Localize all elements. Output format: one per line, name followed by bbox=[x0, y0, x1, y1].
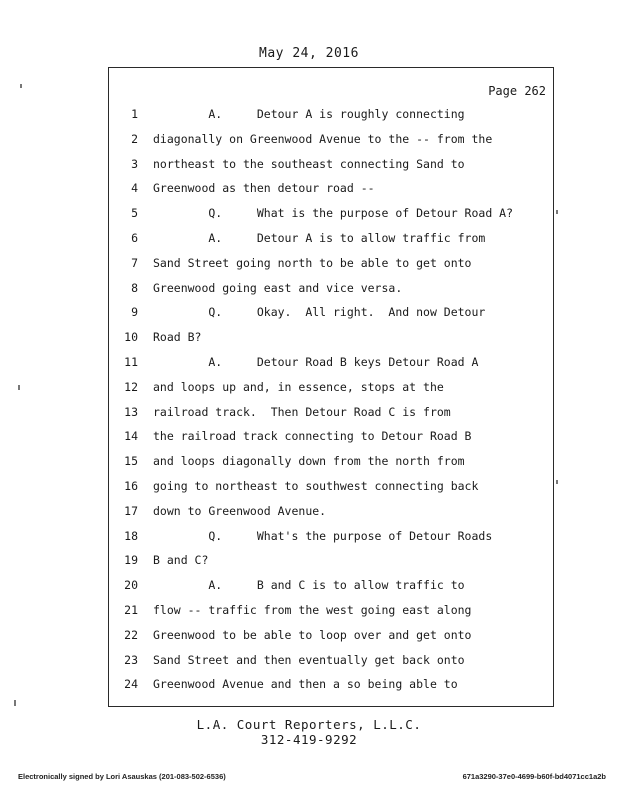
line-number: 6 bbox=[131, 230, 138, 245]
line-number: 12 bbox=[124, 379, 138, 394]
line-number: 1 bbox=[131, 107, 138, 121]
transcript-line bbox=[110, 648, 550, 673]
line-number: 22 bbox=[124, 627, 138, 642]
line-number: 20 bbox=[124, 578, 138, 593]
line-number: 15 bbox=[124, 454, 138, 469]
line-text: Q. Okay. All right. And now Detour bbox=[153, 305, 486, 320]
footer bbox=[0, 717, 618, 747]
scan-speck bbox=[556, 210, 558, 214]
line-text: A. Detour Road B keys Detour Road A bbox=[153, 354, 479, 369]
line-text: B and C? bbox=[153, 553, 209, 568]
line-text: diagonally on Greenwood Avenue to the -- from the bbox=[153, 131, 493, 146]
line-text: Greenwood Avenue and then a so being able to bbox=[153, 677, 458, 692]
line-number: 19 bbox=[124, 553, 138, 568]
line-number: 8 bbox=[131, 280, 138, 295]
line-text: and loops up and, in essence, stops at the bbox=[153, 379, 444, 394]
transcript-line bbox=[110, 424, 550, 449]
scan-speck bbox=[20, 84, 22, 88]
line-text: northeast to the southeast connecting Sand to bbox=[153, 156, 465, 171]
line-text: A. Detour A is to allow traffic from bbox=[153, 230, 486, 245]
line-text: Sand Street going north to be able to get onto bbox=[153, 255, 472, 270]
line-number: 24 bbox=[124, 677, 138, 692]
line-number: 21 bbox=[124, 602, 138, 617]
line-text: railroad track. Then Detour Road C is from bbox=[153, 404, 451, 419]
transcript-line bbox=[110, 400, 550, 425]
line-number: 17 bbox=[124, 503, 138, 518]
line-text: flow -- traffic from the west going east along bbox=[153, 602, 472, 617]
line-text: down to Greenwood Avenue. bbox=[153, 503, 327, 518]
line-number: 2 bbox=[131, 131, 138, 146]
line-text: Greenwood going east and vice versa. bbox=[153, 280, 403, 295]
transcript-line bbox=[110, 226, 550, 251]
reporter-company: L.A. Court Reporters, L.L.C. bbox=[196, 717, 422, 732]
scan-speck bbox=[556, 480, 558, 484]
line-text: the railroad track connecting to Detour Road B bbox=[153, 429, 472, 444]
transcript-line bbox=[110, 524, 550, 549]
scan-speck bbox=[14, 700, 16, 706]
line-text: A. B and C is to allow traffic to bbox=[153, 578, 465, 593]
line-text: going to northeast to southwest connecting back bbox=[153, 478, 479, 493]
line-text: A. Detour A is roughly connecting bbox=[153, 107, 465, 121]
transcript-line bbox=[110, 350, 550, 375]
line-number: 16 bbox=[124, 478, 138, 493]
line-text: Greenwood as then detour road -- bbox=[153, 181, 375, 196]
line-number: 14 bbox=[124, 429, 138, 444]
transcript-line bbox=[110, 623, 550, 648]
transcript-line bbox=[110, 152, 550, 177]
transcript-line bbox=[110, 598, 550, 623]
transcript-line bbox=[110, 276, 550, 301]
line-number: 23 bbox=[124, 652, 138, 667]
line-number: 4 bbox=[131, 181, 138, 196]
scan-speck bbox=[18, 385, 20, 390]
transcript-line bbox=[110, 573, 550, 598]
transcript-line bbox=[110, 548, 550, 573]
line-text: and loops diagonally down from the north from bbox=[153, 454, 465, 469]
line-text: Greenwood to be able to loop over and get onto bbox=[153, 627, 472, 642]
transcript-line bbox=[110, 672, 550, 697]
transcript-date: May 24, 2016 bbox=[259, 46, 359, 61]
line-number: 9 bbox=[131, 305, 138, 320]
line-number: 11 bbox=[124, 354, 138, 369]
transcript-line bbox=[110, 251, 550, 276]
page-number: Page 262 bbox=[488, 84, 546, 98]
transcript-line bbox=[110, 300, 550, 325]
transcript-line bbox=[110, 127, 550, 152]
transcript-line bbox=[110, 499, 550, 524]
line-text: Q. What's the purpose of Detour Roads bbox=[153, 528, 493, 543]
line-text: Sand Street and then eventually get back onto bbox=[153, 652, 465, 667]
line-number: 7 bbox=[131, 255, 138, 270]
document-hash: 671a3290-37e0-4699-b60f-bd4071cc1a2b bbox=[462, 772, 606, 781]
transcript-line bbox=[110, 201, 550, 226]
signature-note: Electronically signed by Lori Asauskas (201-083-502-6536) bbox=[18, 772, 226, 781]
reporter-phone: 312-419-9292 bbox=[260, 732, 358, 747]
transcript-line bbox=[110, 449, 550, 474]
transcript-line bbox=[110, 474, 550, 499]
transcript-line bbox=[110, 176, 550, 201]
transcript-line bbox=[110, 102, 550, 127]
line-number: 10 bbox=[124, 330, 138, 345]
line-number: 3 bbox=[131, 156, 138, 171]
line-text: Road B? bbox=[153, 330, 202, 345]
line-number: 5 bbox=[131, 206, 138, 221]
transcript-line bbox=[110, 325, 550, 350]
line-number: 13 bbox=[124, 404, 138, 419]
line-number: 18 bbox=[124, 528, 138, 543]
transcript-lines bbox=[110, 102, 550, 697]
transcript-line bbox=[110, 375, 550, 400]
line-text: Q. What is the purpose of Detour Road A? bbox=[153, 206, 514, 221]
